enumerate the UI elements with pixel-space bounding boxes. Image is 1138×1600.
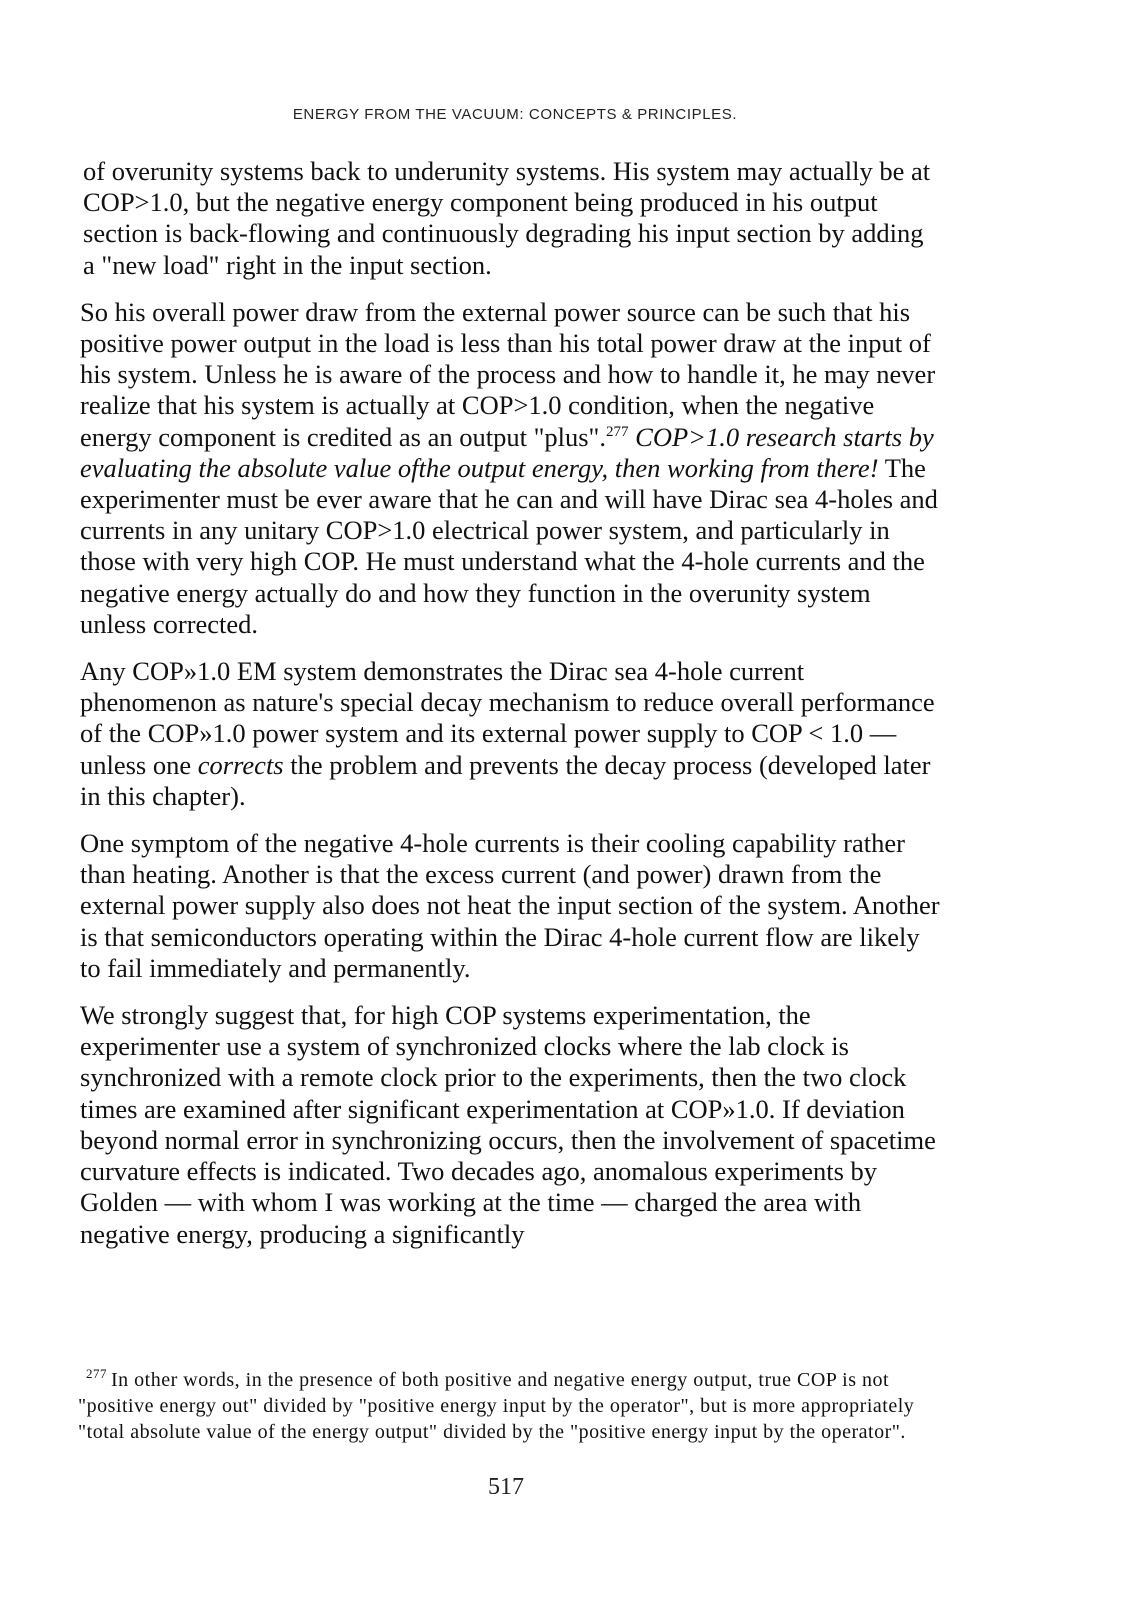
paragraph-3-text-a: Any COP»1.0 EM system demonstrates the Dirac sea 4-hole current phenomenon as nature's special decay mechanism to reduce overall performance of the COP»1.0 power system and its external power supply to COP < 1.0 — unless one (80, 656, 935, 780)
paragraph-3-text-b: the problem and prevents the decay process (developed later in this chapter). (80, 749, 931, 811)
paragraph-3-italic: corrects (197, 749, 284, 780)
body-text (80, 156, 940, 1266)
footnote-number: 277 (86, 1366, 107, 1381)
running-header: ENERGY FROM THE VACUUM: CONCEPTS & PRINCIPLES. (292, 106, 738, 123)
paragraph-1: of overunity systems back to underunity systems. His system may actually be at COP>1.0, but the negative energy component being produced in his output section is back-flowing and continuously degrading his input section by adding a "new load" right in the input section. (83, 156, 931, 280)
paragraph-2-text-a: So his overall power draw from the external power source can be such that his positive power output in the load is less than his total power draw at the input of his system. Unless he is aware of the process and how to handle it, he may never realize that his system is actually at COP>1.0 condition, when the negative energy component is credited as an output "plus". (80, 296, 936, 452)
paragraph-4: One symptom of the negative 4-hole currents is their cooling capability rather than heating. Another is that the excess current (and power) drawn from the external power supply also does not heat the input section of the system. Another is that semiconductors operating within the Dirac 4-hole current flow are likely to fail immediately and permanently. (80, 828, 940, 983)
page-number: 517 (488, 1474, 524, 1500)
paragraph-2-italic: COP>1.0 research starts by evaluating the absolute value ofthe output energy, then working from there! (80, 421, 934, 483)
footnote-text: In other words, in the presence of both positive and negative energy output, true COP is not "positive energy out" divided by "positive energy input by the operator", but is more appropriately "total absolute value of the energy output" divided by the "positive energy input by the operator". (78, 1369, 915, 1443)
paragraph-5: We strongly suggest that, for high COP systems experimentation, the experimenter use a system of synchronized clocks where the lab clock is synchronized with a remote clock prior to the experiments, then the two clock times are examined after significant experimentation at COP»1.0. If deviation beyond normal error in synchronizing occurs, then the involvement of spacetime curvature effects is indicated. Two decades ago, anomalous experiments by Golden — with whom I was working at the time — charged the area with negative energy, producing a significantly (80, 1000, 936, 1249)
footnote (78, 1367, 938, 1445)
footnote-reference[interactable]: 277 (606, 423, 629, 440)
paragraph-2 (80, 297, 940, 640)
paragraph-2-text-b: The experimenter must be ever aware that he can and will have Dirac sea 4-holes and currents in any unitary COP>1.0 electrical power system, and particularly in those with very high COP. He must understand what the 4-hole currents and the negative energy actually do and how they function in the overunity system unless corrected. (80, 452, 938, 639)
paragraph-3 (80, 656, 940, 812)
